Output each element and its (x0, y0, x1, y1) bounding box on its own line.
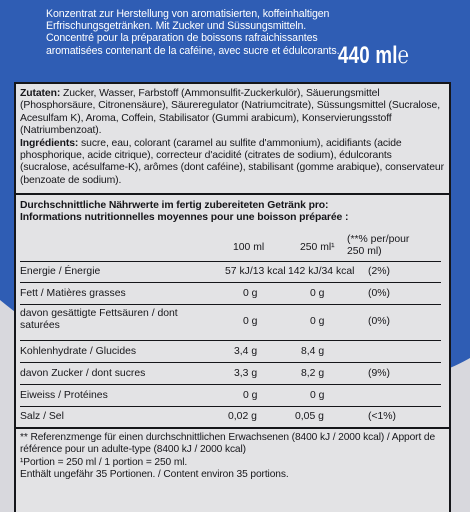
table-rule (20, 406, 441, 407)
table-rule (20, 340, 441, 341)
header-250ml: 250 ml¹ (300, 242, 335, 253)
row-label: Energie / Énergie (20, 266, 101, 277)
row-value-250: 8,4 g (301, 346, 325, 357)
ingredients-fr-label: Ingrédients: (20, 137, 79, 149)
table-rule (20, 362, 441, 363)
row-value-100: 0 g (243, 316, 258, 327)
section-divider (14, 193, 451, 195)
row-value-250: 8,2 g (301, 368, 325, 379)
section-divider (14, 427, 451, 429)
row-percent: (<1%) (368, 411, 397, 422)
row-label: davon Zucker / dont sucres (20, 368, 146, 379)
row-percent: (2%) (368, 266, 390, 277)
header-100ml: 100 ml (233, 242, 265, 253)
row-value-250: 0 g (310, 390, 325, 401)
ingredients-fr-text: sucre, eau, colorant (caramel au sulfite d'ammonium), acidifiants (acide phosphorique, acide citrique), correcteur d'acidité (citrates de sodium), édulcorants (sucralose, acésulfame-K), arômes (dont caféine), stabilisant (gomme arabique), conservateur (benzoate de sodium). (20, 137, 444, 186)
row-percent: (0%) (368, 288, 390, 299)
volume-label: 440 ml℮ (338, 42, 410, 69)
row-value-250: 0 g (310, 316, 325, 327)
ingredients-block (20, 88, 444, 187)
description-fr: Concentré pour la préparation de boissons rafraichissantes aromatisées contenant de la caféine, avec sucre et édulcorants. (46, 32, 340, 57)
table-rule (20, 384, 441, 385)
description-de: Konzentrat zur Herstellung von aromatisierten, koffeinhaltigen Erfrischungsgetränken. Mit Zucker und Süssungsmitteln. (46, 8, 330, 33)
footnote-portion: ¹Portion = 250 ml / 1 portion = 250 ml. (20, 456, 188, 468)
row-value-100: 0 g (243, 288, 258, 299)
ingredients-fr (20, 138, 444, 188)
table-rule (20, 282, 441, 283)
footnote-reference: ** Referenzmenge für einen durchschnittlichen Erwachsenen (8400 kJ / 2000 kcal) / Apport de référence pour un adulte-type (8400 kJ / 2000 kcal) (20, 432, 436, 456)
nutrition-title-de: Durchschnittliche Nährwerte im fertig zubereiteten Getränk pro: (20, 200, 329, 211)
row-value-250: 0 g (310, 288, 325, 299)
ingredients-de-label: Zutaten: (20, 88, 61, 99)
row-value-100: 0 g (243, 390, 258, 401)
product-description (46, 8, 346, 57)
row-label: Eiweiss / Protéines (20, 390, 108, 401)
footnotes (20, 432, 445, 482)
header-percent: (**% per/pour 250 ml) (347, 234, 410, 257)
table-rule (20, 261, 441, 262)
nutrition-title (20, 200, 440, 225)
row-value-250: 0,05 g (295, 411, 324, 422)
table-rule (20, 304, 441, 305)
row-percent: (0%) (368, 316, 390, 327)
ingredients-de-text: Zucker, Wasser, Farbstoff (Ammonsulfit-Zuckerkulör), Säuerungsmittel (Phosphorsäure, Citronensäure), Säureregulator (Natriumcitrate), Süssungsmittel (Sucralose, Acesulfam K), Aroma, Coffein, Stabilisator (Gummi arabicum), Konservierungsstoff (Natriumbenzoat). (20, 88, 440, 137)
row-value-250: 142 kJ/34 kcal (288, 266, 355, 277)
nutrition-header-row (20, 234, 444, 260)
row-label: Fett / Matières grasses (20, 288, 126, 299)
row-value-100: 57 kJ/13 kcal (225, 266, 286, 277)
row-label: Kohlenhydrate / Glucides (20, 346, 137, 357)
ingredients-de (20, 88, 444, 138)
row-label: Salz / Sel (20, 411, 64, 422)
row-label: davon gesättigte Fettsäuren / dont saturées (20, 308, 178, 332)
footnote-servings: Enthält ungefähr 35 Portionen. / Content environ 35 portions. (20, 469, 289, 481)
row-value-100: 3,3 g (234, 368, 258, 379)
row-value-100: 0,02 g (228, 411, 257, 422)
row-value-100: 3,4 g (234, 346, 258, 357)
nutrition-title-fr: Informations nutritionnelles moyennes pour une boisson préparée : (20, 212, 349, 224)
row-percent: (9%) (368, 368, 390, 379)
